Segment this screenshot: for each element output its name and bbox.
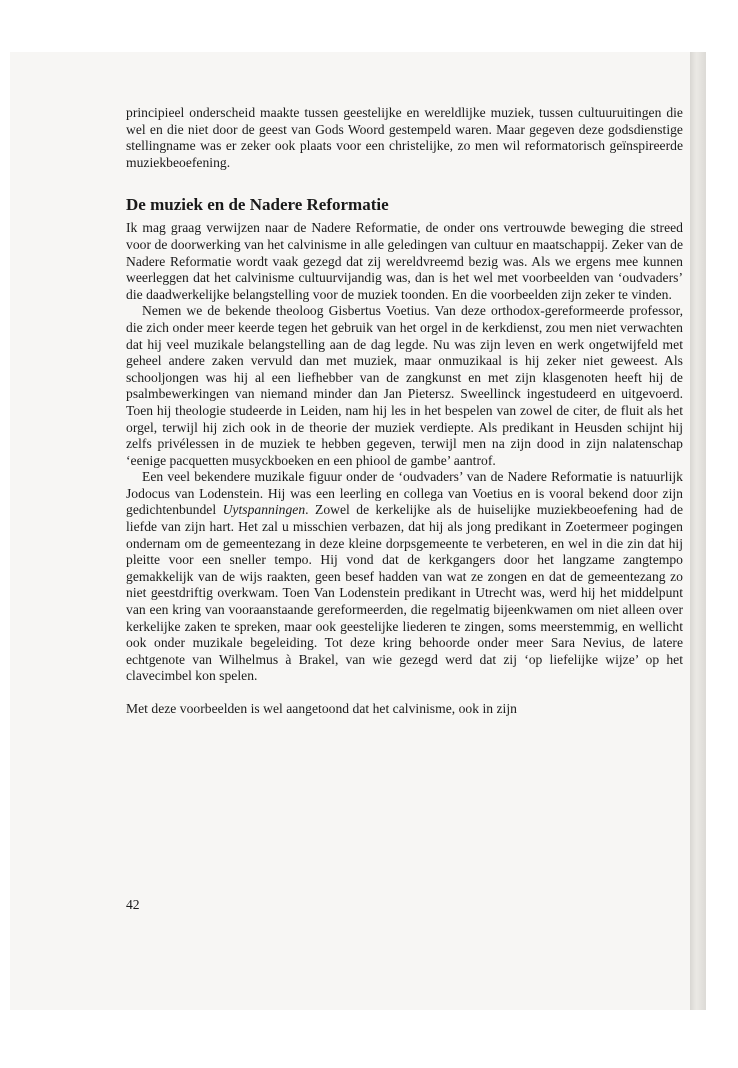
- section-heading: De muziek en de Nadere Reformatie: [126, 195, 389, 215]
- book-title: Uytspanningen: [222, 502, 306, 518]
- intro-paragraph: principieel onderscheid maakte tussen geestelijke en wereldlijke muziek, tussen cultuuruitingen die wel en die niet door de geest van Gods Woord gestempeld waren. Maar gegeven deze godsdienstige stellingname was er zeker ook plaats voor een christelijke, zo men wil reformatorisch geïnspireerde muziekbeoefening.: [126, 105, 683, 170]
- page-number: 42: [126, 897, 140, 912]
- paragraph-3-text-end: . Zowel de kerkelijke als de huiselijke muziekbeoefening had de liefde van zijn hart. Het zal u misschien verbazen, dat hij als jong predikant in Zoetermeer pogingen ondernam om de gemeentezang in deze kleine dorpsgemeente te verbeteren, en wel in die zin dat hij pleitte voor een sneller tempo. Hij vond dat de kerkgangers door het langzame zangtempo gemakkelijk van de wijs raakten, geen besef hadden van wat ze zongen en dat de gemeentezang zo niet geestdriftig overkwam. Toen Van Lodenstein predikant in Utrecht was, werd hij het middelpunt van een kring van vooraanstaande gereformeerden, die regelmatig bijeenkwamen om niet alleen over kerkelijke zaken te spreken, maar ook geestelijke liederen te zingen, soms meerstemmig, en wellicht ook onder muzikale begeleiding. Tot deze kring behoorde onder meer Sara Nevius, de latere echtgenote van Wilhelmus à Brakel, van wie gezegd werd dat zij ‘op liefelijke wijze’ op het clavecimbel kon spelen.: [126, 502, 684, 684]
- body-paragraph-4: Met deze voorbeelden is wel aangetoond dat het calvinisme, ook in zijn: [126, 701, 517, 716]
- body-paragraph-3: [126, 469, 683, 685]
- page-body: [126, 105, 683, 718]
- body-paragraph-2: Nemen we de bekende theoloog Gisbertus Voetius. Van deze orthodox-gereformeerde professor, die zich onder meer keerde tegen het gebruik van het orgel in de kerkdienst, zou men niet verwachten dat hij veel muzikale belangstelling aan de dag legde. Nu was zijn leven en werk ongetwijfeld met geheel andere zaken vervuld dan met muziek, maar onmuzikaal is hij zeker niet geweest. Als schooljongen was hij al een liefhebber van de zangkunst en met zijn klasgenoten heeft hij de psalmbewerkingen van niemand minder dan Jan Pietersz. Sweellinck ingestudeerd en uitgevoerd. Toen hij theologie studeerde in Leiden, nam hij les in het bespelen van zowel de citer, de fluit als het orgel, terwijl hij zich ook in de theorie der muziek verdiepte. Als predikant in Heusden schijnt hij zelfs privélessen in de muziek te hebben gegeven, terwijl men na zijn dood in zijn nalatenschap ‘eenige pacquetten musyckboeken en een phiool de gambe’ aantrof.: [126, 303, 683, 468]
- paragraph-3-text-start: Een veel bekendere muzikale figuur onder de ‘oudvaders’ van de Nadere Reformatie is natuurlijk Jodocus van Lodenstein. Hij was een leerling en collega van Voetius en is vooral bekend door zijn gedichtenbundel: [126, 469, 683, 518]
- body-paragraph-1: Ik mag graag verwijzen naar de Nadere Reformatie, de onder ons vertrouwde beweging die streed voor de doorwerking van het calvinisme in alle geledingen van cultuur en maatschappij. Zeker van de Nadere Reformatie wordt vaak gezegd dat zij wereldvreemd bezig was. Als we ergens mee kunnen weerleggen dat het calvinisme cultuurvijandig was, dan is het wel met voorbeelden van ‘oudvaders’ die daadwerkelijke belangstelling voor de muziek toonden. En die voorbeelden zijn zeker te vinden.: [126, 220, 683, 302]
- page-edge: [690, 52, 706, 1010]
